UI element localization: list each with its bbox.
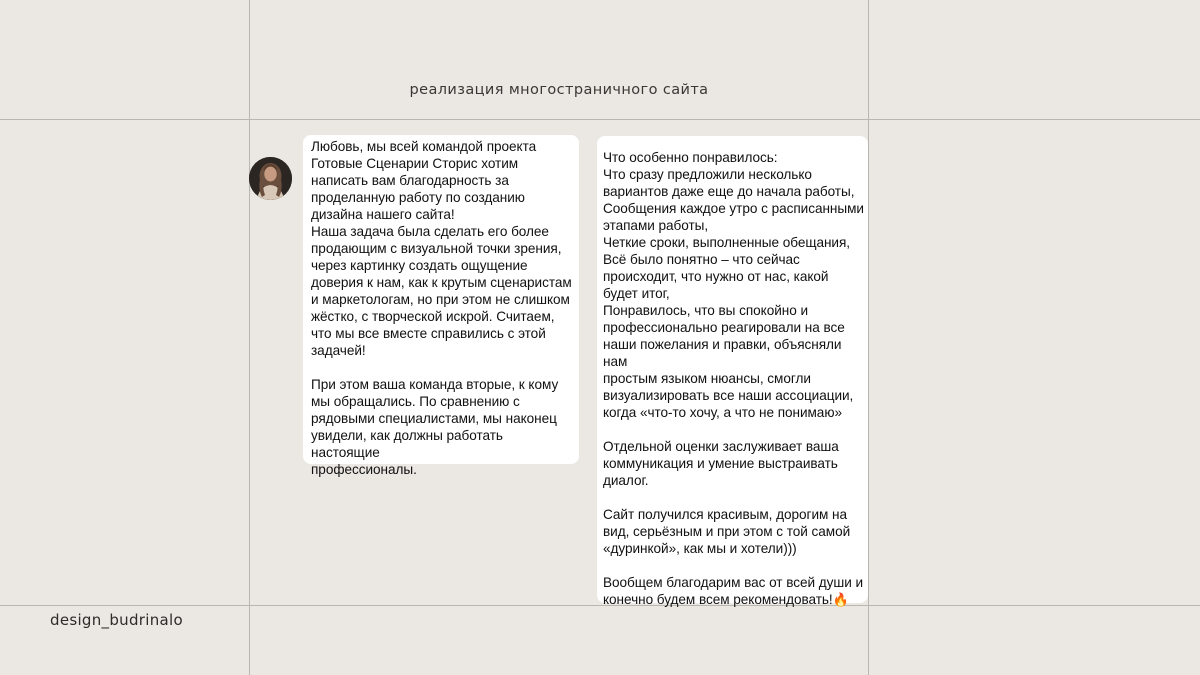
profile-photo-icon bbox=[249, 157, 292, 200]
grid-line-right bbox=[868, 0, 869, 675]
grid-line-top bbox=[0, 119, 1200, 120]
grid-line-left bbox=[249, 0, 250, 675]
review-message-right bbox=[597, 136, 868, 607]
message-paragraph: Любовь, мы всей командой проекта Готовые Сценарии Сторис хотим написать вам благодарность за проделанную работу по созданию дизайна нашего сайта! Наша задача была сделать его более продающим с визуальной точки зрения, через картинку создать ощущение доверия к нам, как к крутым сценаристам и маркетологам, но при этом не слишком жёстко, с творческой искрой. Считаем, что мы все вместе справились с этой задачей! bbox=[311, 139, 572, 358]
message-paragraph: Сайт получился красивым, дорогим на вид, серьёзным и при этом с той самой «дуринкой», как мы и хотели))) bbox=[603, 507, 851, 556]
review-message-left bbox=[303, 135, 579, 477]
grid-line-bottom bbox=[0, 605, 1200, 606]
message-paragraph: Что особенно понравилось: Что сразу предложили несколько вариантов даже еще до начала работы, Сообщения каждое утро с расписанными этапами работы, Четкие сроки, выполненные обещания, Всё было понятно – что сейчас происходит, что нужно от нас, какой будет итог, Понравилось, что вы спокойно и профессионально реагировали на все наши пожелания и правки, объясняли нам простым языком нюансы, смогли визуализировать все наши ассоциации, когда «что-то хочу, а что не понимаю» bbox=[603, 150, 864, 420]
page-title: реализация многостраничного сайта bbox=[409, 82, 709, 98]
avatar bbox=[249, 157, 292, 200]
message-paragraph: Вообщем благодарим вас от всей души и конечно будем всем рекомендовать!🔥 bbox=[603, 575, 864, 607]
message-paragraph: Отдельной оценки заслуживает ваша коммуникация и умение выстраивать диалог. bbox=[603, 439, 839, 488]
brand-signature: design_budrinalo bbox=[50, 611, 183, 629]
fire-icon: 🔥 bbox=[832, 592, 849, 607]
message-paragraph: При этом ваша команда вторые, к кому мы обращались. По сравнению с рядовыми специалистами, мы наконец увидели, как должны работать настоящие профессионалы. bbox=[311, 377, 559, 477]
